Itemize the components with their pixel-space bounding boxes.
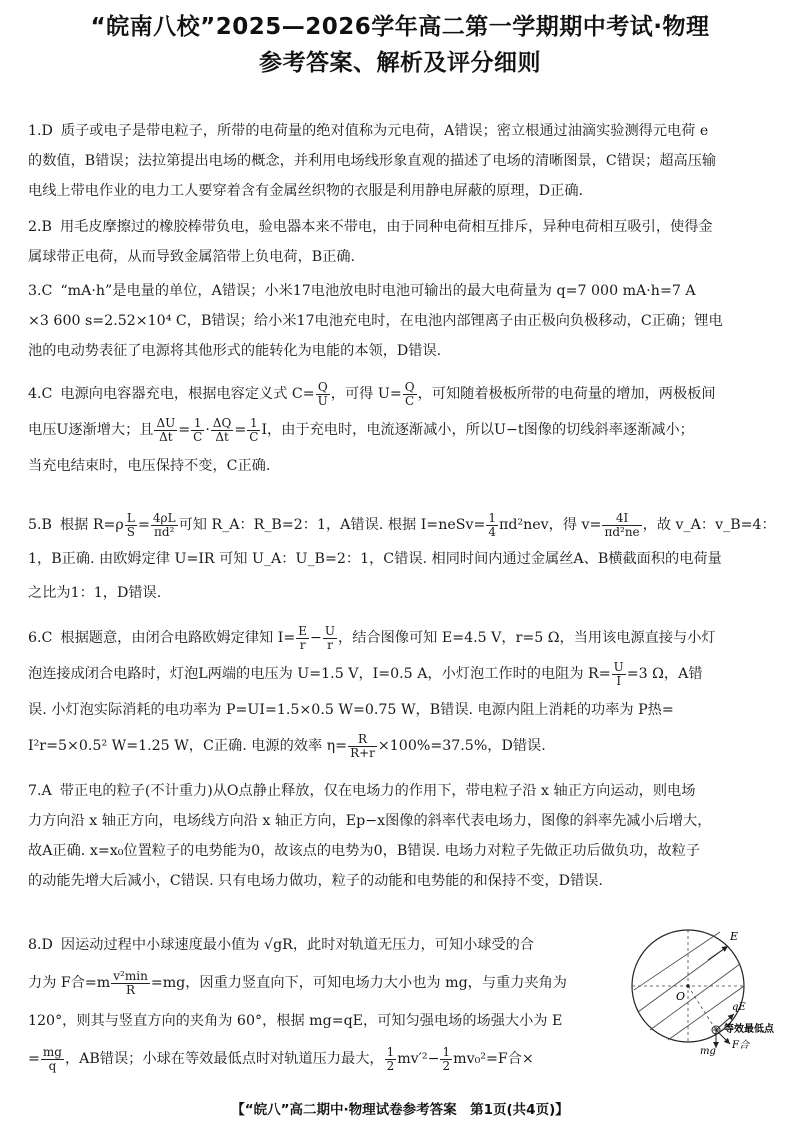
answer-7-number: 7.A [28,783,52,799]
fraction-mg-over-q: $\frac{mg}{q}$ [42,1044,62,1073]
answer-8-line-4: = $\frac{mg}{q}$ ，AB错误；小球在等效最低点时对轨道压力最大， $\frac{1}{2}$ mv′²− $\frac{1}{2}$ mv₀²=F合× [28,1044,534,1073]
answer-6-number: 6.C [28,630,53,646]
answer-8-line-2: 力为 F合=m $\frac{\text{v²min}}{R}$ =mg，因重力竖直向下，可知电场力大小也为 mg，与重力夹角为 [28,968,567,997]
answer-3 [28,276,780,366]
answer-6-line-4: I²r=5×0.5² W=1.25 W，C正确. 电源的效率 η= $\frac{R}{R+r}$ ×100%=37.5%，D错误. [28,731,546,760]
answer-2-line-1: 2.B 用毛皮摩擦过的橡胶棒带负电，验电器本来不带电，由于同种电荷相互排斥，异种电荷相互吸引，使得金 [28,219,713,235]
answer-5-line-1: 5.B 根据 R=ρ $\frac{L}{S}$ = $\frac{4\rho L}{\text{πd²}}$ 可知 R_A：R_B=2：1，A错误. 根据 I=neSv= $\frac{1}{4}$ πd²nev，得 v= $\frac{4I}{\text{πd²ne}}$ ，故 v_A：v_B=4： [28,510,776,539]
answer-6-line-1: 6.C 根据题意，由闭合电路欧姆定律知 I= $\frac{E}{r}$ − $\frac{U}{r}$ ，结合图像可知 E=4.5 V，r=5 Ω，当用该电源直接与小灯 [28,623,716,652]
answer-3-line-3: 池的电动势表征了电源将其他形式的能转化为电能的本领，D错误. [28,343,442,359]
fraction-u-over-i: $\frac{U}{I}$ [613,659,624,688]
answer-6 [28,620,780,764]
page-footer: 【“皖八”高二期中·物理试卷参考答案 第1页(共4页)】 [231,1102,569,1118]
center-point [686,984,690,988]
answer-4-line-3: 当充电结束时，电压保持不变，C正确. [28,458,271,474]
answer-7-line-3: 故A正确. x=x₀位置粒子的电势能为0，故该点的电势为0，B错误. 电场力对粒子先做正功后做负功，故粒子 [28,843,701,859]
label-o: O [676,990,686,1003]
answer-7-line-4: 的动能先增大后减小，C错误. 只有电场力做功，粒子的动能和电势能的和保持不变，D错误. [28,873,603,889]
fraction-4i-over-pid2ne: $\frac{4I}{\text{πd²ne}}$ [604,510,640,539]
answer-4-line-2: 电压U逐渐增大；且 $\frac{\Delta U}{\Delta t}$ = $\frac{1}{C}$ · $\frac{\Delta Q}{\Delta t}$ = $\frac{1}{C}$ I，由于充电时，电流逐渐减小，所以U−t图像的切线斜率逐渐减小； [28,415,694,444]
answer-4-line-1: 4.C 电源向电容器充电，根据电容定义式 C= $\frac{Q}{U}$ ，可得 U= $\frac{Q}{C}$ ，可知随着极板所带的电荷量的增加，两极板间 [28,379,716,408]
answer-4 [28,376,780,484]
label-equivalent-low-point: 等效最低点 [724,1024,774,1035]
label-mg: mg [700,1046,716,1056]
answer-1-line-3: 电线上带电作业的电力工人要穿着含有金属丝织物的衣服是利用静电屏蔽的原理，D正确. [28,183,584,199]
fraction-4rhol-over-pid2: $\frac{4\rho L}{\text{πd²}}$ [152,510,176,539]
page-subtitle: 参考答案、解析及评分细则 [259,50,541,76]
fraction-half-2: $\frac{1}{2}$ [442,1044,451,1073]
fraction-1-over-c: $\frac{1}{C}$ [193,415,203,444]
answer-1-number: 1.D [28,123,53,139]
fraction-du-dt: $\frac{\Delta U}{\Delta t}$ [156,415,176,444]
answer-2-number: 2.B [28,219,52,235]
answer-3-line-1: 3.C “mA·h”是电量的单位，A错误；小米17电池放电时电池可输出的最大电荷量为 q=7 000 mA·h=7 A [28,283,696,299]
page-title: “皖南八校”2025—2026学年高二第一学期期中考试·物理 [90,14,710,40]
answer-7-line-1: 7.A 带正电的粒子(不计重力)从O点静止释放，仅在电场力的作用下，带电粒子沿 x 轴正方向运动，则电场 [28,783,696,799]
fraction-dq-dt: $\frac{\Delta Q}{\Delta t}$ [212,415,232,444]
answer-3-number: 3.C [28,283,53,299]
answer-7-line-2: 力方向沿 x 轴正方向，电场线方向沿 x 轴正方向，Ep−x图像的斜率代表电场力，图像的斜率先减小后增大， [28,813,712,829]
answer-1-line-1: 1.D 质子或电子是带电粒子，所带的电荷量的绝对值称为元电荷，A错误；密立根通过油滴实验测得元电荷 e [28,123,709,139]
answer-8-line-3: 120°，则其与竖直方向的夹角为 60°，根据 mg=qE，可知匀强电场的场强大小为 E [28,1013,563,1029]
field-arrow-e [708,946,728,960]
label-f-resultant: F合 [732,1040,749,1051]
fraction-vmin-over-r: $\frac{\text{v²min}}{R}$ [113,968,148,997]
answer-2 [28,212,780,272]
answer-8 [28,926,608,1078]
answer-5-line-2: 1，B正确. 由欧姆定律 U=IR 可知 U_A：U_B=2：1，C错误. 相同时间内通过金属丝A、B横截面积的电荷量 [28,551,722,567]
answer-3-line-2: ×3 600 s=2.52×10⁴ C，B错误；给小米17电池充电时，在电池内部锂离子由正极向负极移动，C正确；锂电 [28,313,723,329]
label-qe: qE [732,1002,746,1013]
answer-1-line-2: 的数值，B错误；法拉第提出电场的概念，并利用电场线形象直观的描述了电场的清晰图景，C错误；超高压输 [28,153,717,169]
fraction-q-over-u: $\frac{Q}{U}$ [317,379,328,408]
fraction-q-over-c: $\frac{Q}{C}$ [404,379,415,408]
fraction-r-over-r-plus-r: $\frac{R}{R+r}$ [350,731,375,760]
answer-6-line-2: 泡连接成闭合电路时，灯泡L两端的电压为 U=1.5 V，I=0.5 A，小灯泡工作时的电阻为 R= $\frac{U}{I}$ =3 Ω，A错 [28,659,703,688]
fraction-u-over-r: $\frac{U}{r}$ [324,623,336,652]
answer-8-line-1: 8.D 因运动过程中小球速度最小值为 √gR，此时对轨道无压力，可知小球受的合 [28,937,535,953]
answer-5-line-3: 之比为1：1，D错误. [28,585,162,601]
answer-6-line-3: 误. 小灯泡实际消耗的电功率为 P=UI=1.5×0.5 W=0.75 W，B错误. 电源内阻上消耗的功率为 P热= [28,702,674,718]
answer-5-number: 5.B [28,517,52,533]
fraction-half: $\frac{1}{2}$ [386,1044,395,1073]
fraction-one-quarter: $\frac{1}{4}$ [488,510,496,539]
label-e: E [730,930,739,943]
fraction-e-over-r: $\frac{E}{r}$ [298,623,307,652]
answer-4-number: 4.C [28,386,53,402]
fraction-1-over-c-2: $\frac{1}{C}$ [249,415,259,444]
circular-track-figure [608,926,788,1056]
answer-5 [28,508,780,610]
answer-7 [28,776,780,896]
answer-8-number: 8.D [28,937,53,953]
answer-1 [28,116,780,206]
answer-2-line-2: 属球带正电荷，从而导致金属箔带上负电荷，B正确. [28,249,356,265]
fraction-l-over-s: $\frac{L}{S}$ [126,510,135,539]
